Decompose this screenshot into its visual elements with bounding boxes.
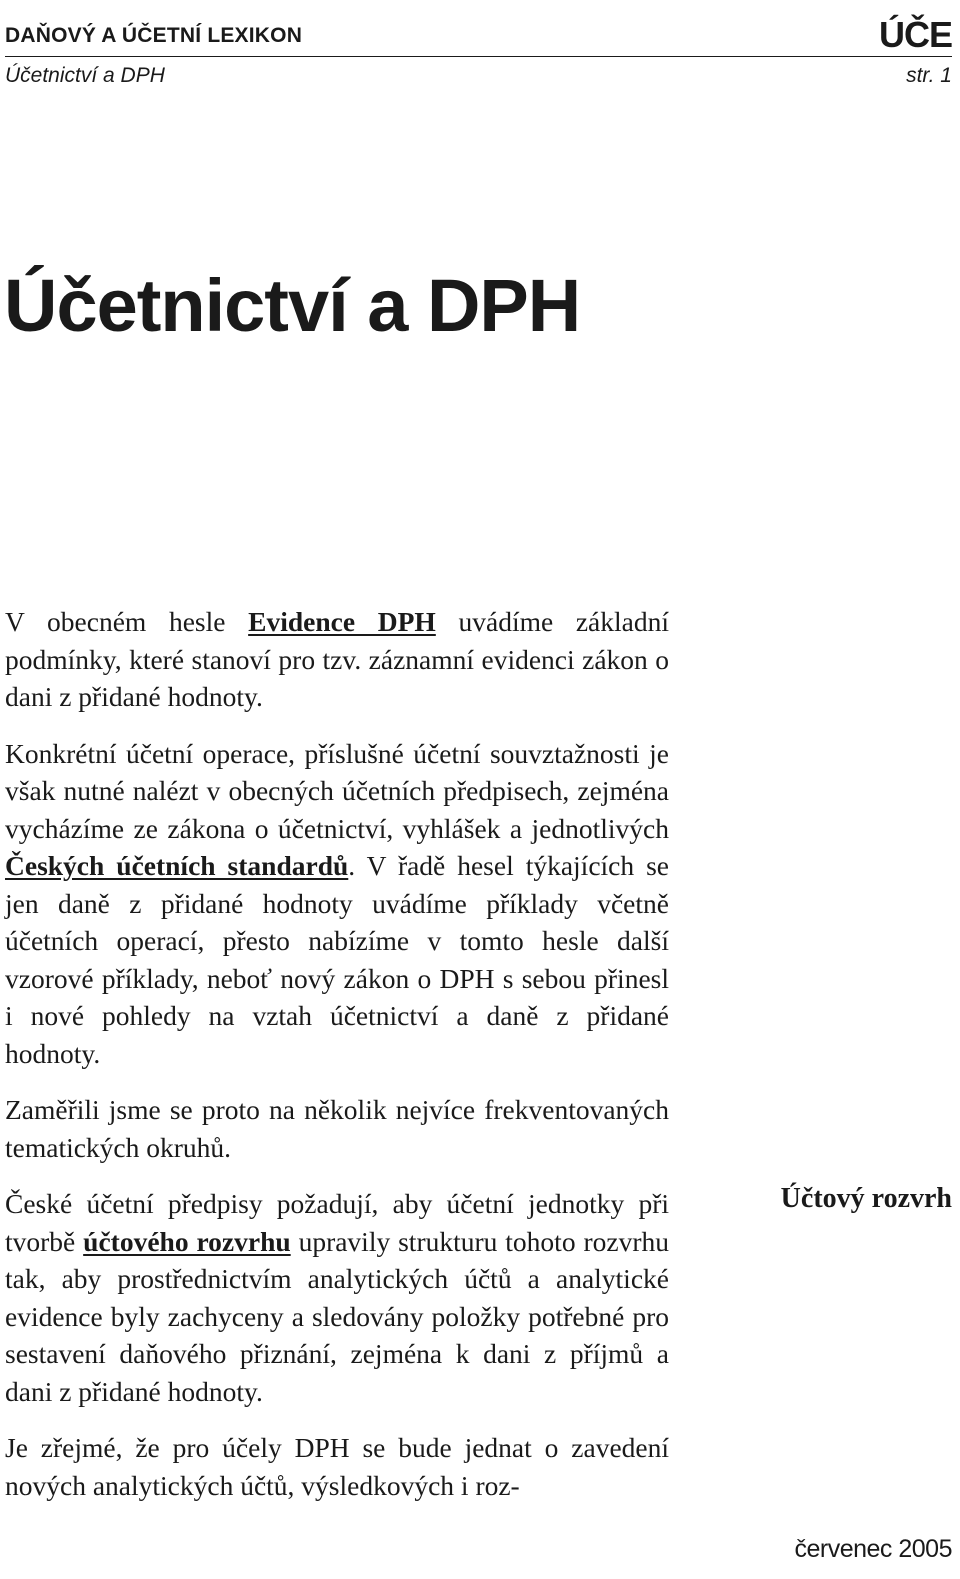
article-body — [5, 603, 669, 1523]
footer-date: červenec 2005 — [794, 1535, 952, 1563]
cross-reference-link[interactable]: Českých účetních standardů — [5, 850, 349, 881]
article-paragraph — [5, 735, 669, 1073]
header-publication-title: DAŇOVÝ A ÚČETNÍ LEXIKON — [5, 24, 303, 47]
cross-reference-link[interactable]: Evidence DPH — [248, 606, 436, 637]
header-section-subtitle: Účetnictví a DPH — [5, 64, 165, 87]
article-paragraph — [5, 603, 669, 716]
header-rule — [5, 56, 952, 57]
paragraph-text: Zaměřili jsme se proto na několik nejvíce frekventovaných tematických okruhů. — [5, 1094, 669, 1163]
article-paragraph — [5, 1185, 669, 1410]
header-section-code: ÚČE — [878, 14, 952, 55]
paragraph-text: Je zřejmé, že pro účely DPH se bude jednat o zavedení nových analytických účtů, výsledkových i roz- — [5, 1432, 669, 1501]
paragraph-text: Konkrétní účetní operace, příslušné účetní souvztažnosti je však nutné nalézt v obecných účetních předpisech, zejména vycházíme ze zákona o účetnictví, vyhlášek a jednotlivých — [5, 737, 669, 844]
paragraph-text: České účetní předpisy požadují, aby účetní jednotky při tvorbě — [5, 1188, 669, 1257]
paragraph-text: V obecném hesle — [5, 606, 249, 637]
article-paragraph — [5, 1429, 669, 1504]
cross-reference-link[interactable]: účtového rozvrhu — [83, 1225, 291, 1257]
paragraph-text: upravily strukturu tohoto rozvrhu tak, aby prostřednictvím analytických účtů a analytické evidence byly zachyceny a sledovány položky potřebné pro sestavení daňového přiznání, zejména k dani z příjmů a dani z přidané hodnoty. — [5, 1225, 669, 1407]
article-paragraph — [5, 1091, 669, 1166]
header-page-number: str. 1 — [906, 64, 952, 87]
paragraph-text: uvádíme základní podmínky, které stanoví pro tzv. záznamní evidenci zákon o dani z přidané hodnoty. — [5, 606, 669, 712]
article-title: Účetnictví a DPH — [4, 264, 581, 347]
margin-heading: Účtový rozvrh — [780, 1183, 952, 1214]
paragraph-text: . V řadě hesel týkajících se jen daně z přidané hodnoty uvádíme příklady včetně účetních operací, přesto nabízíme v tomto hesle další vzorové příklady, neboť nový zákon o DPH s sebou přinesl i nové pohledy na vztah účetnictví a daně z přidané hodnoty. — [5, 850, 669, 1069]
